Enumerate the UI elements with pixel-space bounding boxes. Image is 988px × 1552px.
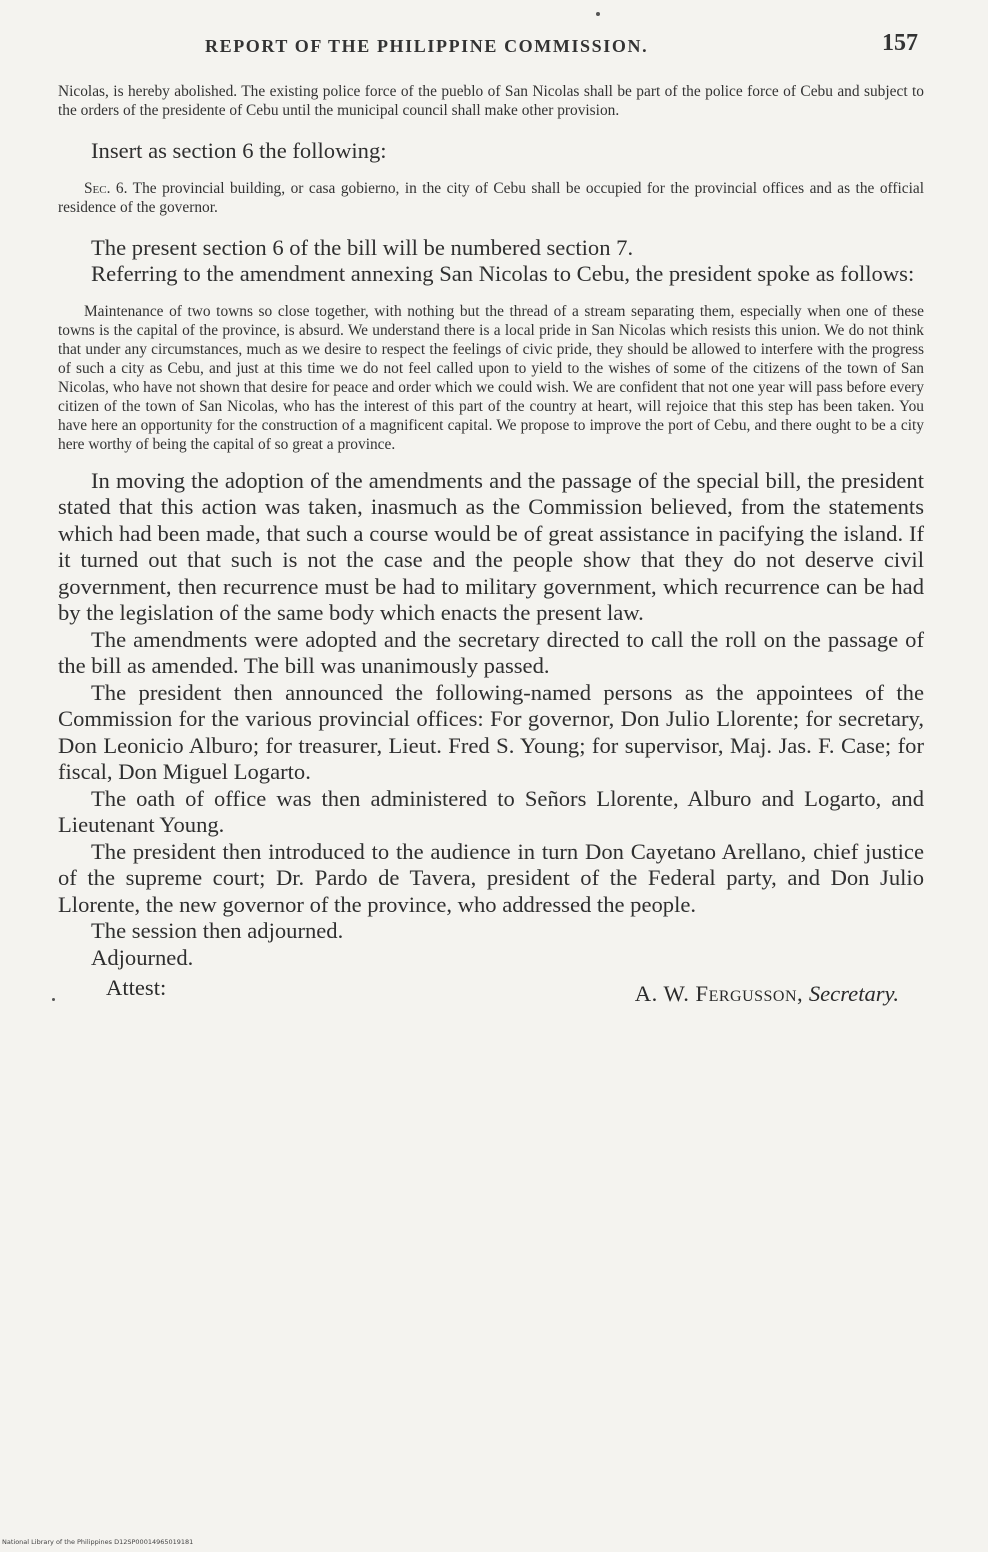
paragraph-renumber: The present section 6 of the bill will be numbered section 7. <box>91 234 634 260</box>
page-number: 157 <box>882 30 918 56</box>
paragraph-appointees: The president then announced the following-named persons as the appointees of the Commission for the various provincial offices: For governor, Don Julio Llorente; for secretary, Don Leonicio Alburo; for treasurer, Lieut. Fred S. Young; for supervisor, Maj. Jas. F. Case; for fiscal, Don Miguel Logarto. <box>58 679 924 784</box>
scan-speck <box>52 998 55 1001</box>
paragraph-referring: Referring to the amendment annexing San Nicolas to Cebu, the president spoke as follows: <box>91 261 915 286</box>
section-6-text: The provincial building, or casa gobierno, in the city of Cebu shall be occupied for the provincial offices and as the official residence of the governor. <box>58 179 924 216</box>
section-label: Sec. 6. <box>84 179 128 197</box>
paragraph-amendments: The amendments were adopted and the secretary directed to call the roll on the passage of the bill as amended. The bill was unanimously passed. <box>58 626 924 678</box>
page-body <box>58 82 924 1015</box>
scan-speck <box>596 12 600 16</box>
footer-library-id: National Library of the Philippines D12SP00014965019181 <box>2 1538 194 1546</box>
paragraph-oath: The oath of office was then administered to Señors Llorente, Alburo and Logarto, and Lieutenant Young. <box>58 785 924 837</box>
paragraph-abolition: Nicolas, is hereby abolished. The existing police force of the pueblo of San Nicolas shall be part of the police force of Cebu and subject to the orders of the presidente of Cebu until the municipal council shall make other provision. <box>58 83 924 119</box>
signature-name: A. W. Fergusson, <box>634 981 804 1006</box>
paragraph-adoption: In moving the adoption of the amendments and the passage of the special bill, the president stated that this action was taken, inasmuch as the Commission believed, from the statements which had been made, that such a course would be of great assistance in pacifying the island. If it turned out that such is not the case and the people show that they do not deserve civil government, then recurrence must be had to military government, which recurrence can be had by the legislation of the same body which enacts the present law. <box>58 467 924 625</box>
paragraph-adjourned: Adjourned. <box>91 944 194 970</box>
page-header <box>205 30 918 66</box>
running-title: REPORT OF THE PHILIPPINE COMMISSION. <box>205 36 649 56</box>
attest-label: Attest: <box>106 975 167 1000</box>
paragraph-president-speech: Maintenance of two towns so close together, with nothing but the thread of a stream separating them, especially when one of these towns is the capital of the province, is absurd. We understand there is a local pride in San Nicolas which resists this union. We do not think that under any circumstances, much as we desire to respect the feelings of civic pride, they should be allowed to interfere with the progress of such a city as Cebu, and just at this time we do not feel called upon to yield to the wishes of some of the citizens of the town of San Nicolas, who have not shown that desire for peace and order which we could wish. We are confident that not one year will pass before every citizen of the town of San Nicolas, who has the interest of this part of the country at heart, will rejoice that this step has been taken. You have here an opportunity for the construction of a magnificent capital. We propose to improve the port of Cebu, and there ought to be a city here worthy of being the capital of so great a province. <box>58 302 924 453</box>
paragraph-section-6 <box>58 179 924 217</box>
paragraph-insert-section: Insert as section 6 the following: <box>91 138 387 163</box>
signature <box>635 981 899 1007</box>
attest-row <box>58 975 924 1015</box>
paragraph-introduction: The president then introduced to the audience in turn Don Cayetano Arellano, chief justice of the supreme court; Dr. Pardo de Tavera, president of the Federal party, and Don Julio Llorente, the new governor of the province, who addressed the people. <box>58 838 924 917</box>
paragraph-session-adjourned: The session then adjourned. <box>91 918 344 943</box>
signature-role: Secretary. <box>808 981 899 1006</box>
